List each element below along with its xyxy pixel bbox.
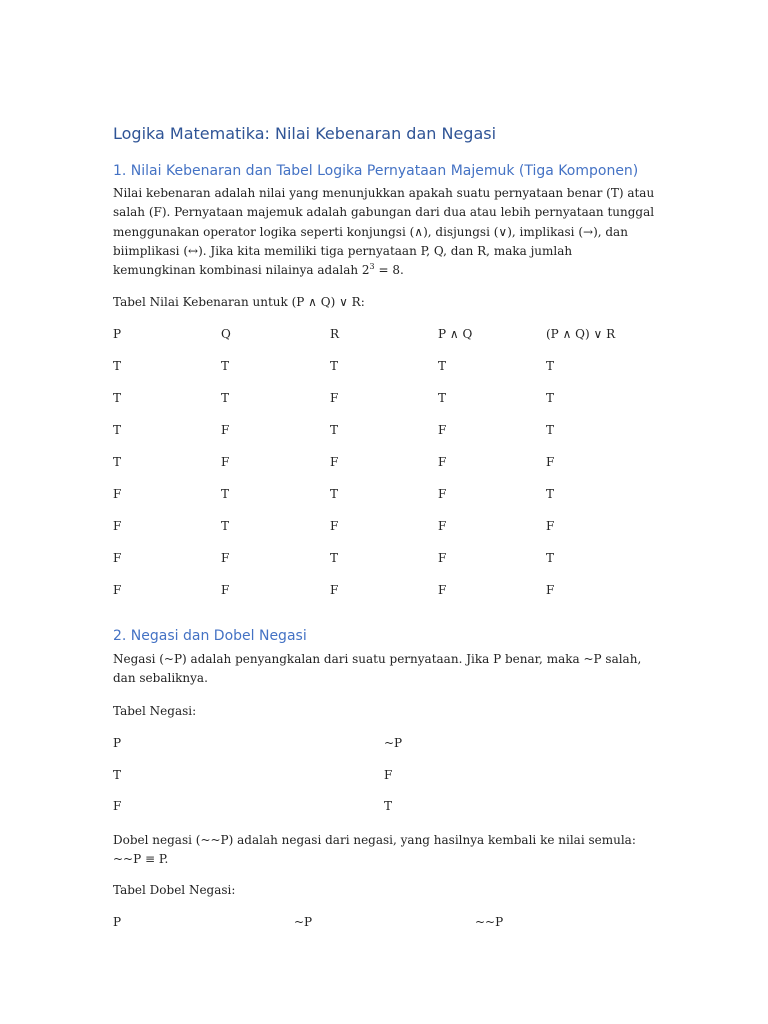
negation-table-cell: T xyxy=(384,799,393,813)
truth-table-cell: T xyxy=(546,487,555,501)
truth-table-cell: F xyxy=(221,583,230,597)
truth-table-cell: F xyxy=(546,519,555,533)
truth-table-cell: F xyxy=(330,519,339,533)
truth-table-cell: T xyxy=(546,423,555,437)
truth-table-cell: T xyxy=(438,391,447,405)
truth-table-cell: T xyxy=(438,359,447,373)
truth-table-cell: T xyxy=(113,391,122,405)
truth-table-cell: T xyxy=(113,359,122,373)
truth-table-cell: F xyxy=(438,519,447,533)
truth-table-header-cell: R xyxy=(330,327,340,341)
truth-table-cell: F xyxy=(330,455,339,469)
section2-heading: 2. Negasi dan Dobel Negasi xyxy=(113,628,307,644)
truth-table-cell: F xyxy=(113,487,122,501)
truth-table-header-cell: Q xyxy=(221,327,231,341)
double-negation-table-caption: Tabel Dobel Negasi: xyxy=(113,883,236,897)
truth-table-cell: T xyxy=(546,551,555,565)
truth-table-caption: Tabel Nilai Kebenaran untuk (P ∧ Q) ∨ R: xyxy=(113,295,365,309)
truth-table-cell: F xyxy=(438,423,447,437)
truth-table-cell: T xyxy=(221,519,230,533)
negation-table-caption: Tabel Negasi: xyxy=(113,704,197,718)
truth-table-cell: F xyxy=(221,455,230,469)
truth-table-cell: T xyxy=(330,359,339,373)
page-title: Logika Matematika: Nilai Kebenaran dan Negasi xyxy=(113,124,497,143)
truth-table-cell: F xyxy=(546,583,555,597)
truth-table-cell: F xyxy=(113,583,122,597)
truth-table-cell: T xyxy=(330,487,339,501)
truth-table-cell: T xyxy=(221,359,230,373)
section1-paragraph-tail: = 8. xyxy=(374,263,404,278)
truth-table-cell: T xyxy=(546,359,555,373)
truth-table-cell: F xyxy=(330,583,339,597)
double-negation-table-header-cell: ~~P xyxy=(475,915,504,929)
negation-table-cell: F xyxy=(384,768,393,782)
truth-table-cell: T xyxy=(330,551,339,565)
truth-table-cell: F xyxy=(438,455,447,469)
truth-table-cell: T xyxy=(546,391,555,405)
truth-table-cell: T xyxy=(221,391,230,405)
truth-table-cell: F xyxy=(438,487,447,501)
truth-table-cell: T xyxy=(113,423,122,437)
truth-table-header-cell: P xyxy=(113,327,122,341)
truth-table-header-cell: P ∧ Q xyxy=(438,327,473,341)
section1-paragraph-exponent: 3 xyxy=(369,262,375,272)
truth-table-cell: T xyxy=(330,423,339,437)
truth-table-cell: F xyxy=(113,519,122,533)
section1-paragraph-text: Nilai kebenaran adalah nilai yang menunjukkan apakah suatu pernyataan benar (T) atau salah (F). Pernyataan majemuk adalah gabungan dari dua atau lebih pernyataan tunggal menggunakan operator logika seperti konjungsi (∧), disjungsi (∨), implikasi (→), dan biimplikasi (↔). Jika kita memiliki tiga pernyataan P, Q, dan R, maka jumlah kemungkinan kombinasi nilainya adalah 2 xyxy=(113,186,655,278)
section1-paragraph xyxy=(113,184,658,280)
negation-table-cell: F xyxy=(113,799,122,813)
negation-table-header-cell: P xyxy=(113,736,122,750)
truth-table-cell: F xyxy=(330,391,339,405)
negation-table-header-cell: ~P xyxy=(384,736,403,750)
truth-table-cell: F xyxy=(113,551,122,565)
truth-table-cell: T xyxy=(113,455,122,469)
truth-table-cell: F xyxy=(221,551,230,565)
truth-table-cell: F xyxy=(438,551,447,565)
truth-table-header-cell: (P ∧ Q) ∨ R xyxy=(546,327,616,341)
negation-table-cell: T xyxy=(113,768,122,782)
double-negation-table-header-cell: P xyxy=(113,915,122,929)
negation-paragraph: Negasi (~P) adalah penyangkalan dari suatu pernyataan. Jika P benar, maka ~P salah, dan sebaliknya. xyxy=(113,652,642,686)
section1-heading: 1. Nilai Kebenaran dan Tabel Logika Pernyataan Majemuk (Tiga Komponen) xyxy=(113,163,639,179)
double-negation-paragraph: Dobel negasi (~~P) adalah negasi dari negasi, yang hasilnya kembali ke nilai semula: ~~P ≡ P. xyxy=(113,833,636,867)
truth-table-cell: T xyxy=(221,487,230,501)
truth-table-cell: F xyxy=(221,423,230,437)
truth-table-cell: F xyxy=(546,455,555,469)
double-negation-table-header-cell: ~P xyxy=(294,915,313,929)
truth-table-cell: F xyxy=(438,583,447,597)
